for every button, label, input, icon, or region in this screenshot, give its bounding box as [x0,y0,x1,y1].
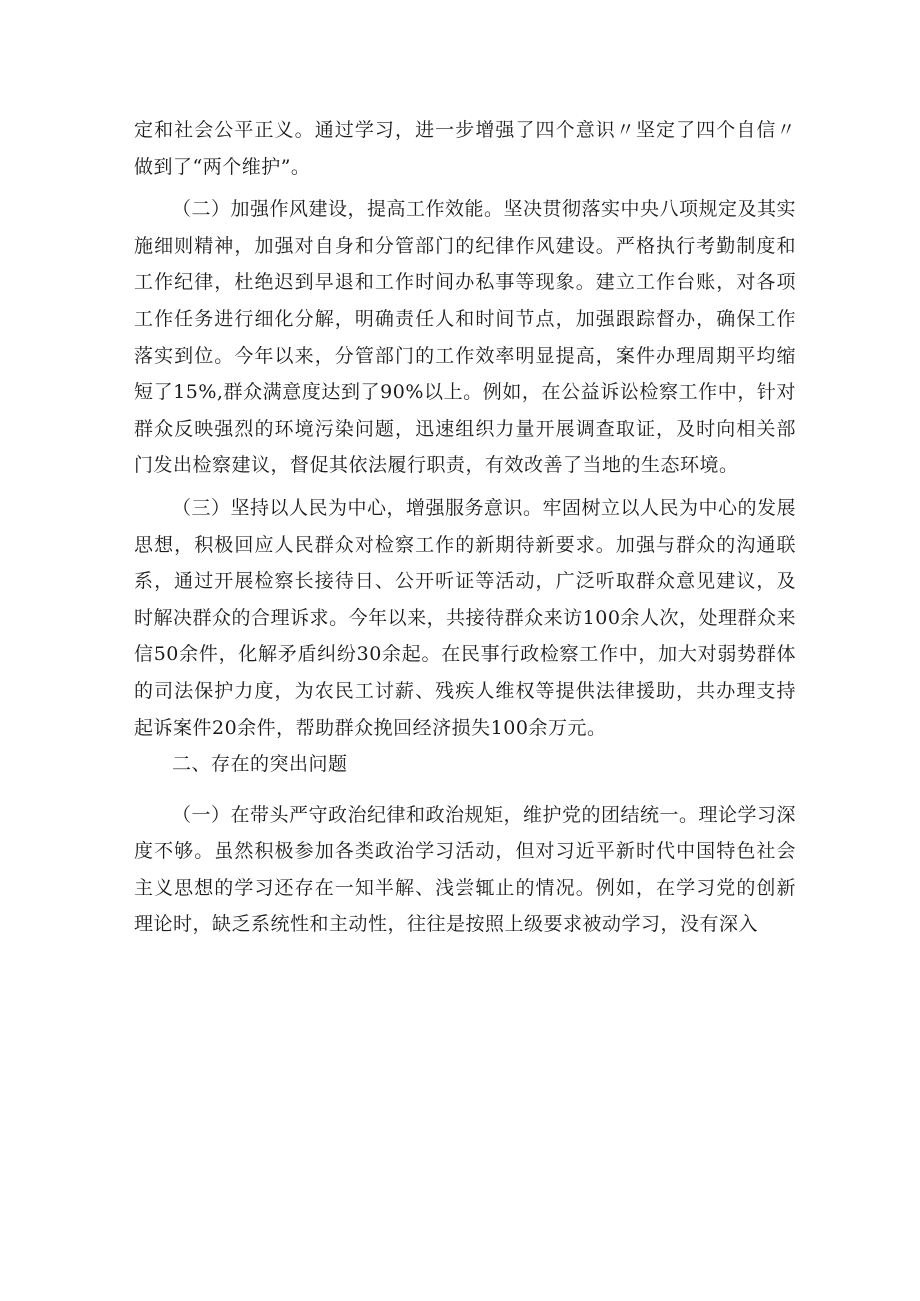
document-body [134,112,796,943]
paragraph-political-discipline: （一）在带头严守政治纪律和政治规矩，维护党的团结统一。理论学习深度不够。虽然积极参加各类政治学习活动，但对习近平新时代中国特色社会主义思想的学习还存在一知半解、浅尝辄止的情况。例如，在学习党的创新理论时，缺乏系统性和主动性，往往是按照上级要求被动学习，没有深入 [134,803,797,936]
paragraph-work-style: （二）加强作风建设，提高工作效能。坚决贯彻落实中央八项规定及其实施细则精神，加强对自身和分管部门的纪律作风建设。严格执行考勤制度和工作纪律，杜绝迟到早退和工作时间办私事等现象。建立工作台账，对各项工作任务进行细化分解，明确责任人和时间节点，加强跟踪督办，确保工作落实到位。今年以来，分管部门的工作效率明显提高，案件办理周期平均缩短了15%,群众满意度达到了90%以上。例如，在公益诉讼检察工作中，针对群众反映强烈的环境污染问题，迅速组织力量开展调查取证，及时向相关部门发出检察建议，督促其依法履行职责，有效改善了当地的生态环境。 [134,198,797,477]
paragraph-continued-intro: 定和社会公平正义。通过学习，进一步增强了四个意识〃坚定了四个自信〃做到了“两个维护”。 [134,119,796,178]
section-heading-problems: 二、存在的突出问题 [172,753,348,776]
paragraph-people-centered: （三）坚持以人民为中心，增强服务意识。牢固树立以人民为中心的发展思想，积极回应人民群众对检察工作的新期待新要求。加强与群众的沟通联系，通过开展检察长接待日、公开听证等活动，广泛听取群众意见建议，及时解决群众的合理诉求。今年以来，共接待群众来访100余人次，处理群众来信50余件，化解矛盾纠纷30余起。在民事行政检察工作中，加大对弱势群体的司法保护力度，为农民工讨薪、残疾人维权等提供法律援助，共办理支持起诉案件20余件，帮助群众挽回经济损失100余万元。 [134,496,797,739]
